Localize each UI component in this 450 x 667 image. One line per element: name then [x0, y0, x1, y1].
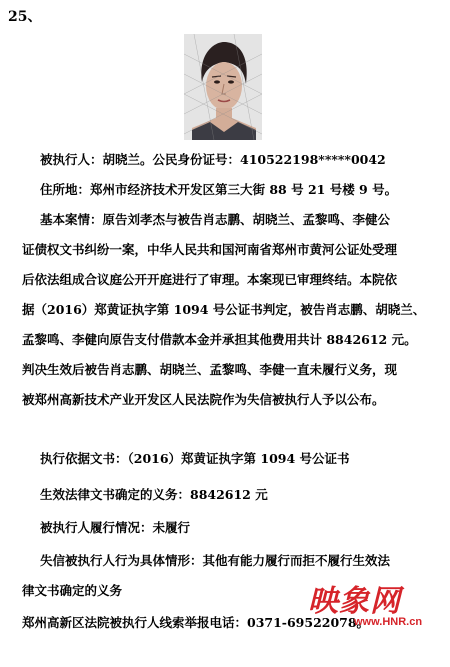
case-text-line: 判决生效后被告肖志鹏、胡晓兰、孟黎鸣、李健一直未履行义务，现 [22, 362, 398, 377]
case-text-line: 基本案情：原告刘孝杰与被告肖志鹏、胡晓兰、孟黎鸣、李健公 [40, 212, 391, 227]
execution-basis: 执行依据文书：（2016）郑黄证执字第 1094 号公证书 [40, 451, 350, 466]
watermark-brand: 映象网 [308, 584, 401, 619]
defendant-photo [184, 34, 262, 140]
case-text-line: 后依法组成合议庭公开开庭进行了审理。本案现已审理终结。本院依 [22, 272, 398, 287]
site-watermark [308, 586, 438, 636]
dishonest-behavior-line: 律文书确定的义务 [22, 583, 123, 598]
defendant-address: 住所地：郑州市经济技术开发区第三大街 88 号 21 号楼 9 号。 [40, 182, 398, 197]
portrait-photo-icon [184, 34, 262, 140]
legal-obligation: 生效法律文书确定的义务：8842612 元 [40, 487, 268, 502]
case-text-line: 孟黎鸣、李健向原告支付借款本金并承担其他费用共计 8842612 元。 [22, 332, 417, 347]
case-text-line: 证债权文书纠纷一案，中华人民共和国河南省郑州市黄河公证处受理 [22, 242, 398, 257]
page-number: 25、 [8, 9, 42, 25]
performance-status: 被执行人履行情况：未履行 [40, 520, 191, 535]
case-text-line: 被郑州高新技术产业开发区人民法院作为失信被执行人予以公布。 [22, 392, 385, 407]
report-hotline: 郑州高新区法院被执行人线索举报电话：0371-69522078。 [22, 615, 370, 630]
defendant-name-id: 被执行人：胡晓兰。公民身份证号：410522198*****0042 [40, 152, 386, 167]
watermark-url: www.HNR.cn [354, 616, 423, 628]
case-text-line: 据（2016）郑黄证执字第 1094 号公证书判定，被告肖志鹏、胡晓兰、 [22, 302, 426, 317]
dishonest-behavior-line: 失信被执行人行为具体情形：其他有能力履行而拒不履行生效法 [40, 553, 391, 568]
